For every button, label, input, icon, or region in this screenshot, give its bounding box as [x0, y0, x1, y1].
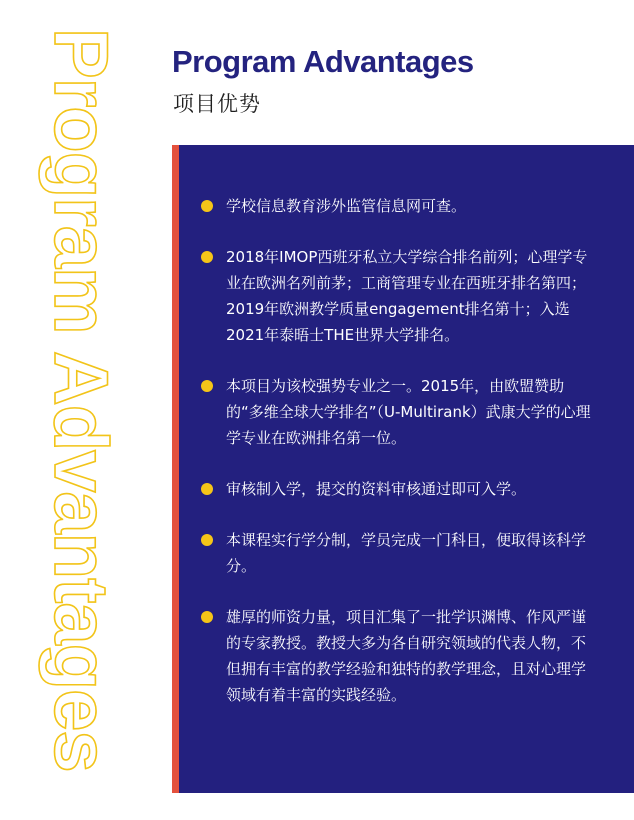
bullet-icon	[201, 380, 213, 392]
advantages-panel	[172, 145, 634, 793]
advantage-text: 本项目为该校强势专业之一。2015年，由欧盟赞助的“多维全球大学排名”（U-Multirank）武康大学的心理学专业在欧洲排名第一位。	[226, 377, 591, 447]
vertical-outline-title: Program Advantages	[38, 28, 123, 772]
advantage-text: 审核制入学，提交的资料审核通过即可入学。	[226, 480, 527, 498]
bullet-icon	[201, 483, 213, 495]
advantage-text: 2018年IMOP西班牙私立大学综合排名前列；心理学专业在欧洲名列前茅；工商管理专业在西班牙排名第四；2019年欧洲教学质量engagement排名第十；入选2021年泰晤士THE世界大学排名。	[226, 248, 588, 344]
advantage-text: 雄厚的师资力量，项目汇集了一批学识渊博、作风严谨的专家教授。教授大多为各自研究领域的代表人物，不但拥有丰富的教学经验和独特的教学理念，且对心理学领域有着丰富的实践经验。	[226, 608, 587, 704]
page-title: Program Advantages	[172, 44, 474, 79]
list-item	[201, 527, 599, 579]
list-item	[201, 244, 599, 348]
bullet-icon	[201, 251, 213, 263]
bullet-icon	[201, 200, 213, 212]
page-subtitle: 项目优势	[173, 92, 261, 116]
list-item	[201, 373, 599, 451]
bullet-icon	[201, 611, 213, 623]
bullet-icon	[201, 534, 213, 546]
list-item	[201, 476, 599, 502]
advantages-list	[201, 193, 599, 733]
advantage-text: 学校信息教育涉外监管信息网可查。	[226, 197, 467, 215]
list-item	[201, 604, 599, 708]
advantage-text: 本课程实行学分制，学员完成一门科目，便取得该科学分。	[226, 531, 587, 575]
list-item	[201, 193, 599, 219]
